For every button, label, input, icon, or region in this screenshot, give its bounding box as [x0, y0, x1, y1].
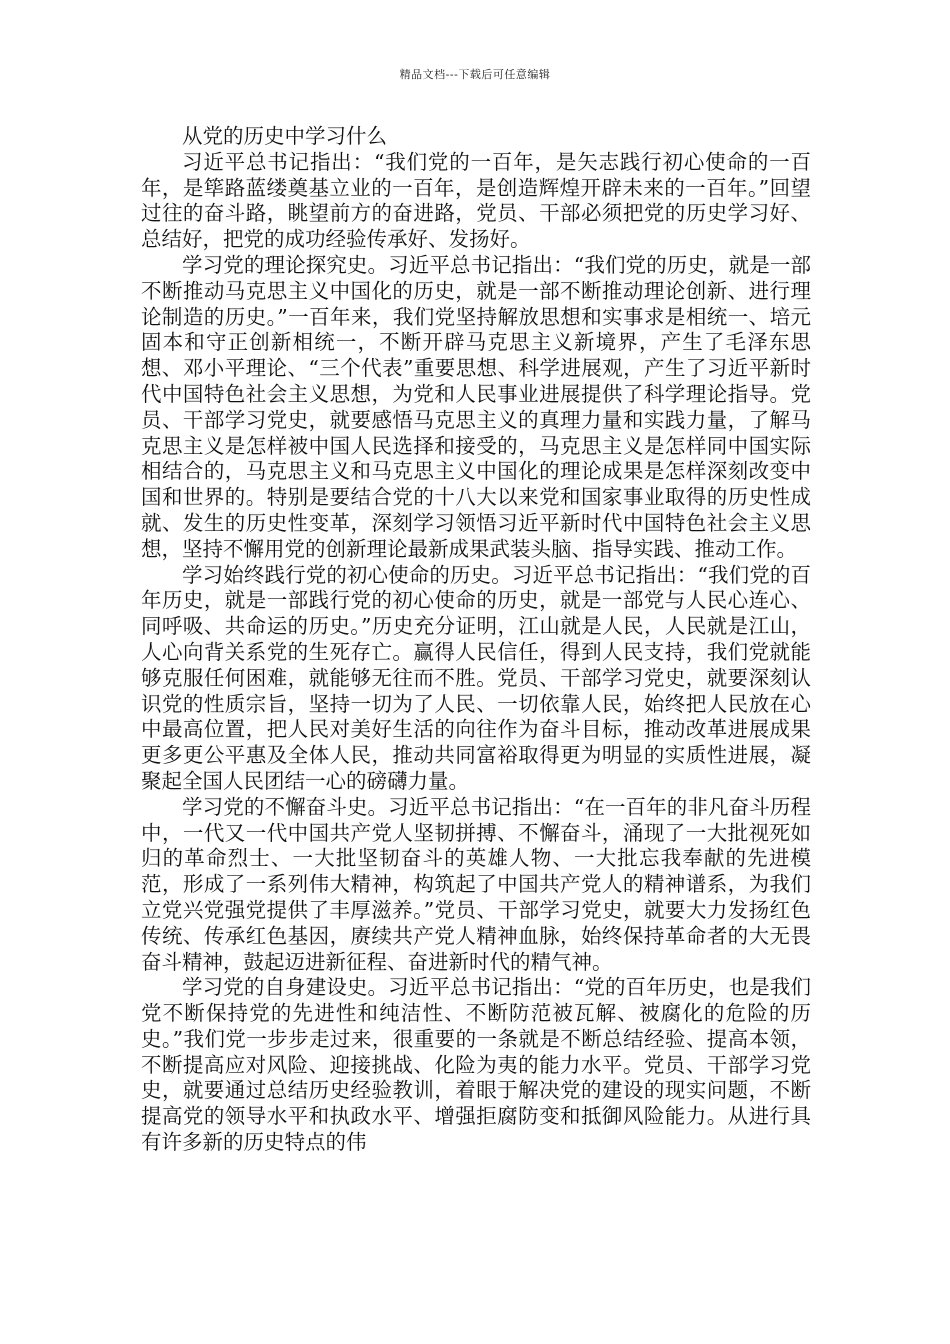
document-body — [141, 124, 811, 1156]
paragraph-theory-history: 学习党的理论探究史。习近平总书记指出：“我们党的历史，就是一部不断推动马克思主义中国化的历史，就是一部不断推动理论创新、进行理论制造的历史。”一百年来，我们党坚持解放思想和实事求是相统一、培元固本和守正创新相统一，不断开辟马克思主义新境界，产生了毛泽东思想、邓小平理论、“三个代表”重要思想、科学进展观，产生了习近平新时代中国特色社会主义思想，为党和人民事业进展提供了科学理论指导。党员、干部学习党史，就要感悟马克思主义的真理力量和实践力量，了解马克思主义是怎样被中国人民选择和接受的，马克思主义是怎样同中国实际相结合的，马克思主义和马克思主义中国化的理论成果是怎样深刻改变中国和世界的。特别是要结合党的十八大以来党和国家事业取得的历史性成就、发生的历史性变革，深刻学习领悟习近平新时代中国特色社会主义思想，坚持不懈用党的创新理论最新成果武装头脑、指导实践、推动工作。 — [141, 252, 811, 561]
paragraph-intro: 习近平总书记指出：“我们党的一百年，是矢志践行初心使命的一百年，是筚路蓝缕奠基立业的一百年，是创造辉煌开辟未来的一百年。”回望过往的奋斗路，眺望前方的奋进路，党员、干部必须把党的历史学习好、总结好，把党的成功经验传承好、发扬好。 — [141, 149, 811, 252]
page-header: 精品文档---下载后可任意编辑 — [399, 68, 551, 81]
paragraph-struggle-history: 学习党的不懈奋斗史。习近平总书记指出：“在一百年的非凡奋斗历程中，一代又一代中国共产党人坚韧拼搏、不懈奋斗，涌现了一大批视死如归的革命烈士、一大批坚韧奋斗的英雄人物、一大批忘我奉献的先进模范，形成了一系列伟大精神，构筑起了中国共产党人的精神谱系，为我们立党兴党强党提供了丰厚滋养。”党员、干部学习党史，就要大力发扬红色传统、传承红色基因，赓续共产党人精神血脉，始终保持革命者的大无畏奋斗精神，鼓起迈进新征程、奋进新时代的精气神。 — [141, 794, 811, 974]
paragraph-self-construction-history: 学习党的自身建设史。习近平总书记指出：“党的百年历史，也是我们党不断保持党的先进性和纯洁性、不断防范被瓦解、被腐化的危险的历史。”我们党一步步走过来，很重要的一条就是不断总结经验、提高本领，不断提高应对风险、迎接挑战、化险为夷的能力水平。党员、干部学习党史，就要通过总结历史经验教训，着眼于解决党的建设的现实问题，不断提高党的领导水平和执政水平、增强拒腐防变和抵御风险能力。从进行具有许多新的历史特点的伟 — [141, 975, 811, 1155]
paragraph-mission-history: 学习始终践行党的初心使命的历史。习近平总书记指出：“我们党的百年历史，就是一部践行党的初心使命的历史，就是一部党与人民心连心、同呼吸、共命运的历史。”历史充分证明，江山就是人民，人民就是江山，人心向背关系党的生死存亡。赢得人民信任，得到人民支持，我们党就能够克服任何困难，就能够无往而不胜。党员、干部学习党史，就要深刻认识党的性质宗旨，坚持一切为了人民、一切依靠人民，始终把人民放在心中最高位置，把人民对美好生活的向往作为奋斗目标，推动改革进展成果更多更公平惠及全体人民，推动共同富裕取得更为明显的实质性进展，凝聚起全国人民团结一心的磅礴力量。 — [141, 562, 811, 793]
document-title: 从党的历史中学习什么 — [182, 124, 387, 148]
